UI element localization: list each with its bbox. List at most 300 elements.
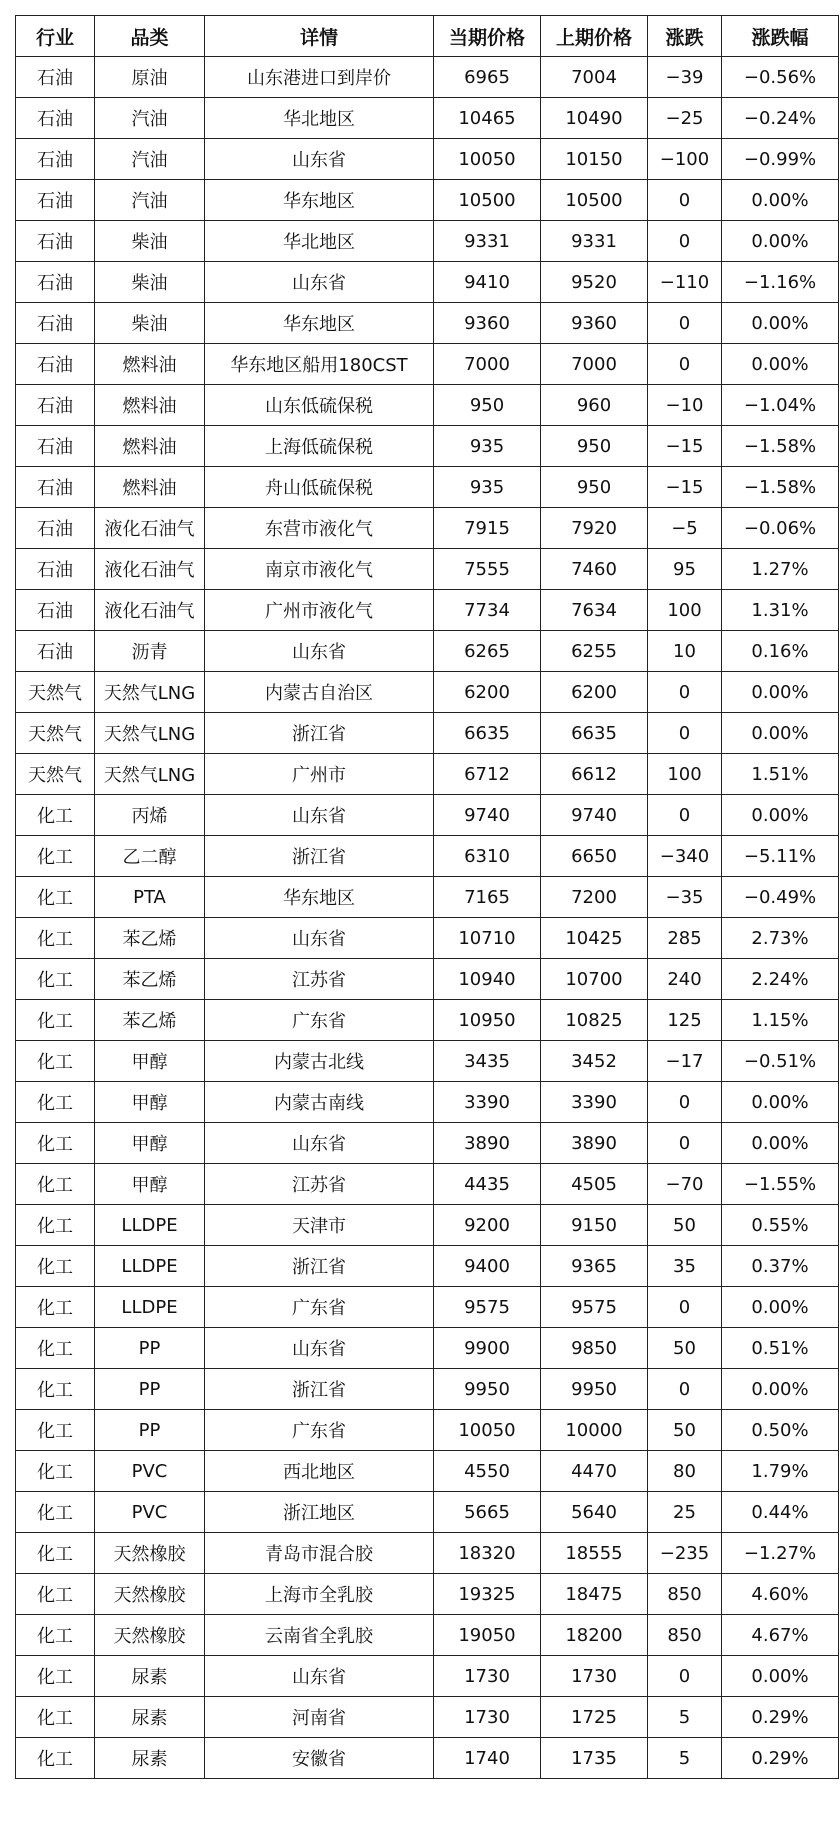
cell-category: 甲醇	[95, 1082, 205, 1123]
cell-change: −15	[648, 426, 722, 467]
cell-detail: 山东省	[205, 139, 434, 180]
cell-detail: 山东省	[205, 631, 434, 672]
cell-previous-price: 3890	[541, 1123, 648, 1164]
cell-change-percent: 0.16%	[722, 631, 839, 672]
cell-detail: 河南省	[205, 1697, 434, 1738]
cell-previous-price: 9365	[541, 1246, 648, 1287]
cell-current-price: 9900	[434, 1328, 541, 1369]
cell-change-percent: 0.55%	[722, 1205, 839, 1246]
cell-current-price: 6265	[434, 631, 541, 672]
table-row	[16, 467, 839, 508]
cell-industry: 石油	[16, 426, 95, 467]
cell-change: −35	[648, 877, 722, 918]
cell-detail: 华东地区	[205, 180, 434, 221]
cell-category: LLDPE	[95, 1246, 205, 1287]
table-row	[16, 836, 839, 877]
cell-category: 天然橡胶	[95, 1533, 205, 1574]
cell-detail: 山东省	[205, 795, 434, 836]
cell-category: 苯乙烯	[95, 918, 205, 959]
cell-category: 乙二醇	[95, 836, 205, 877]
cell-change-percent: 0.44%	[722, 1492, 839, 1533]
cell-category: 柴油	[95, 221, 205, 262]
cell-detail: 山东省	[205, 1656, 434, 1697]
cell-detail: 江苏省	[205, 1164, 434, 1205]
cell-industry: 石油	[16, 590, 95, 631]
cell-change-percent: −0.06%	[722, 508, 839, 549]
table-body	[16, 57, 839, 1779]
cell-current-price: 10500	[434, 180, 541, 221]
cell-detail: 舟山低硫保税	[205, 467, 434, 508]
cell-current-price: 6635	[434, 713, 541, 754]
cell-previous-price: 960	[541, 385, 648, 426]
cell-previous-price: 9331	[541, 221, 648, 262]
cell-change: 100	[648, 590, 722, 631]
cell-change-percent: −1.27%	[722, 1533, 839, 1574]
cell-industry: 石油	[16, 98, 95, 139]
cell-current-price: 950	[434, 385, 541, 426]
cell-industry: 化工	[16, 795, 95, 836]
cell-detail: 华北地区	[205, 98, 434, 139]
cell-category: 原油	[95, 57, 205, 98]
cell-industry: 化工	[16, 836, 95, 877]
table-row	[16, 1410, 839, 1451]
table-header	[16, 16, 839, 57]
cell-change-percent: 0.00%	[722, 1287, 839, 1328]
cell-previous-price: 3390	[541, 1082, 648, 1123]
cell-category: 汽油	[95, 180, 205, 221]
cell-current-price: 7734	[434, 590, 541, 631]
cell-change: 0	[648, 344, 722, 385]
table-row	[16, 139, 839, 180]
cell-category: 甲醇	[95, 1041, 205, 1082]
cell-change-percent: −0.49%	[722, 877, 839, 918]
cell-industry: 化工	[16, 1615, 95, 1656]
cell-previous-price: 7460	[541, 549, 648, 590]
table-row	[16, 795, 839, 836]
table-row	[16, 1082, 839, 1123]
table-container	[15, 15, 839, 1779]
cell-industry: 石油	[16, 57, 95, 98]
cell-previous-price: 3452	[541, 1041, 648, 1082]
cell-change-percent: 0.00%	[722, 1656, 839, 1697]
cell-change-percent: 0.37%	[722, 1246, 839, 1287]
cell-change-percent: 0.29%	[722, 1697, 839, 1738]
cell-change-percent: 0.29%	[722, 1738, 839, 1779]
cell-change: −340	[648, 836, 722, 877]
cell-change: −15	[648, 467, 722, 508]
cell-category: LLDPE	[95, 1205, 205, 1246]
cell-previous-price: 4505	[541, 1164, 648, 1205]
cell-industry: 石油	[16, 549, 95, 590]
cell-industry: 石油	[16, 139, 95, 180]
cell-category: 汽油	[95, 139, 205, 180]
cell-previous-price: 6255	[541, 631, 648, 672]
cell-change: 35	[648, 1246, 722, 1287]
cell-detail: 华东地区	[205, 303, 434, 344]
cell-change-percent: 1.51%	[722, 754, 839, 795]
cell-change: −110	[648, 262, 722, 303]
table-row	[16, 1164, 839, 1205]
cell-change: 0	[648, 795, 722, 836]
cell-industry: 化工	[16, 1082, 95, 1123]
cell-category: 苯乙烯	[95, 1000, 205, 1041]
cell-detail: 内蒙古南线	[205, 1082, 434, 1123]
cell-change: 10	[648, 631, 722, 672]
cell-change-percent: −1.58%	[722, 426, 839, 467]
cell-current-price: 7000	[434, 344, 541, 385]
cell-detail: 安徽省	[205, 1738, 434, 1779]
cell-change-percent: 1.31%	[722, 590, 839, 631]
table-row	[16, 1492, 839, 1533]
cell-category: 液化石油气	[95, 508, 205, 549]
cell-industry: 化工	[16, 1041, 95, 1082]
cell-current-price: 10950	[434, 1000, 541, 1041]
cell-category: 燃料油	[95, 426, 205, 467]
cell-change-percent: −0.51%	[722, 1041, 839, 1082]
cell-current-price: 4550	[434, 1451, 541, 1492]
cell-current-price: 1730	[434, 1697, 541, 1738]
cell-change: −100	[648, 139, 722, 180]
table-row	[16, 590, 839, 631]
cell-detail: 山东省	[205, 918, 434, 959]
cell-change: 0	[648, 180, 722, 221]
cell-change-percent: 0.00%	[722, 713, 839, 754]
cell-change-percent: 4.67%	[722, 1615, 839, 1656]
table-row	[16, 959, 839, 1000]
cell-current-price: 3390	[434, 1082, 541, 1123]
cell-current-price: 9950	[434, 1369, 541, 1410]
cell-industry: 化工	[16, 1164, 95, 1205]
cell-previous-price: 9740	[541, 795, 648, 836]
cell-current-price: 10940	[434, 959, 541, 1000]
cell-detail: 广东省	[205, 1287, 434, 1328]
header-detail: 详情	[205, 16, 434, 57]
cell-current-price: 9575	[434, 1287, 541, 1328]
header-change-percent: 涨跌幅	[722, 16, 839, 57]
cell-category: 甲醇	[95, 1164, 205, 1205]
cell-change-percent: 0.00%	[722, 344, 839, 385]
cell-change: 240	[648, 959, 722, 1000]
cell-detail: 西北地区	[205, 1451, 434, 1492]
cell-change-percent: −0.99%	[722, 139, 839, 180]
table-row	[16, 713, 839, 754]
header-category: 品类	[95, 16, 205, 57]
cell-change-percent: −0.56%	[722, 57, 839, 98]
table-row	[16, 1656, 839, 1697]
cell-change: 0	[648, 713, 722, 754]
cell-change: 0	[648, 303, 722, 344]
cell-detail: 上海低硫保税	[205, 426, 434, 467]
cell-change: 0	[648, 1123, 722, 1164]
cell-current-price: 9331	[434, 221, 541, 262]
cell-previous-price: 6200	[541, 672, 648, 713]
cell-current-price: 3435	[434, 1041, 541, 1082]
cell-current-price: 3890	[434, 1123, 541, 1164]
cell-detail: 浙江省	[205, 1246, 434, 1287]
cell-category: 天然橡胶	[95, 1574, 205, 1615]
table-row	[16, 672, 839, 713]
table-row	[16, 1574, 839, 1615]
cell-category: 柴油	[95, 262, 205, 303]
cell-category: 尿素	[95, 1697, 205, 1738]
cell-current-price: 18320	[434, 1533, 541, 1574]
cell-category: 液化石油气	[95, 590, 205, 631]
cell-change: −39	[648, 57, 722, 98]
cell-detail: 上海市全乳胶	[205, 1574, 434, 1615]
cell-detail: 江苏省	[205, 959, 434, 1000]
cell-category: 汽油	[95, 98, 205, 139]
cell-change-percent: 0.00%	[722, 795, 839, 836]
table-row	[16, 631, 839, 672]
cell-industry: 石油	[16, 467, 95, 508]
cell-change-percent: 0.00%	[722, 1082, 839, 1123]
cell-change: 80	[648, 1451, 722, 1492]
header-change: 涨跌	[648, 16, 722, 57]
cell-change-percent: 0.00%	[722, 303, 839, 344]
cell-category: PP	[95, 1410, 205, 1451]
cell-category: 尿素	[95, 1738, 205, 1779]
table-row	[16, 1287, 839, 1328]
cell-industry: 石油	[16, 221, 95, 262]
cell-industry: 石油	[16, 262, 95, 303]
cell-industry: 化工	[16, 1123, 95, 1164]
cell-category: PVC	[95, 1451, 205, 1492]
cell-detail: 云南省全乳胶	[205, 1615, 434, 1656]
cell-industry: 化工	[16, 918, 95, 959]
cell-industry: 天然气	[16, 713, 95, 754]
cell-change: 0	[648, 1656, 722, 1697]
cell-change-percent: −1.16%	[722, 262, 839, 303]
cell-previous-price: 1730	[541, 1656, 648, 1697]
cell-detail: 华东地区	[205, 877, 434, 918]
cell-change-percent: 1.27%	[722, 549, 839, 590]
cell-change-percent: 0.50%	[722, 1410, 839, 1451]
cell-change: 50	[648, 1410, 722, 1451]
table-row	[16, 918, 839, 959]
table-row	[16, 1205, 839, 1246]
cell-current-price: 19325	[434, 1574, 541, 1615]
cell-change-percent: 0.00%	[722, 180, 839, 221]
cell-category: 天然气LNG	[95, 672, 205, 713]
cell-change-percent: −1.55%	[722, 1164, 839, 1205]
cell-detail: 天津市	[205, 1205, 434, 1246]
cell-previous-price: 1735	[541, 1738, 648, 1779]
header-current-price: 当期价格	[434, 16, 541, 57]
cell-current-price: 9400	[434, 1246, 541, 1287]
cell-industry: 石油	[16, 180, 95, 221]
cell-change-percent: −1.04%	[722, 385, 839, 426]
table-row	[16, 1328, 839, 1369]
cell-previous-price: 10500	[541, 180, 648, 221]
cell-previous-price: 10425	[541, 918, 648, 959]
cell-previous-price: 18200	[541, 1615, 648, 1656]
cell-current-price: 9200	[434, 1205, 541, 1246]
cell-change: −5	[648, 508, 722, 549]
table-row	[16, 303, 839, 344]
cell-change: 850	[648, 1615, 722, 1656]
cell-previous-price: 5640	[541, 1492, 648, 1533]
cell-current-price: 10050	[434, 139, 541, 180]
cell-previous-price: 1725	[541, 1697, 648, 1738]
cell-industry: 化工	[16, 1451, 95, 1492]
cell-previous-price: 10700	[541, 959, 648, 1000]
cell-change-percent: 0.51%	[722, 1328, 839, 1369]
cell-change: 0	[648, 1287, 722, 1328]
cell-previous-price: 7004	[541, 57, 648, 98]
table-row	[16, 262, 839, 303]
cell-change: −25	[648, 98, 722, 139]
header-industry: 行业	[16, 16, 95, 57]
table-row	[16, 344, 839, 385]
table-row	[16, 98, 839, 139]
cell-category: 燃料油	[95, 385, 205, 426]
cell-industry: 化工	[16, 1738, 95, 1779]
cell-change: 0	[648, 1369, 722, 1410]
cell-category: LLDPE	[95, 1287, 205, 1328]
cell-category: 尿素	[95, 1656, 205, 1697]
cell-current-price: 19050	[434, 1615, 541, 1656]
cell-category: 燃料油	[95, 344, 205, 385]
table-row	[16, 57, 839, 98]
cell-current-price: 5665	[434, 1492, 541, 1533]
cell-industry: 化工	[16, 1656, 95, 1697]
cell-previous-price: 18555	[541, 1533, 648, 1574]
table-row	[16, 1738, 839, 1779]
cell-industry: 化工	[16, 1492, 95, 1533]
cell-detail: 东营市液化气	[205, 508, 434, 549]
cell-category: 天然气LNG	[95, 713, 205, 754]
cell-previous-price: 9520	[541, 262, 648, 303]
cell-detail: 南京市液化气	[205, 549, 434, 590]
cell-detail: 浙江省	[205, 713, 434, 754]
cell-change-percent: 0.00%	[722, 672, 839, 713]
table-row	[16, 426, 839, 467]
cell-change-percent: 0.00%	[722, 221, 839, 262]
cell-change-percent: −5.11%	[722, 836, 839, 877]
cell-change: 95	[648, 549, 722, 590]
cell-industry: 化工	[16, 1574, 95, 1615]
cell-current-price: 7915	[434, 508, 541, 549]
cell-current-price: 1740	[434, 1738, 541, 1779]
table-row	[16, 1533, 839, 1574]
cell-previous-price: 10150	[541, 139, 648, 180]
price-table	[15, 15, 839, 1779]
table-row	[16, 180, 839, 221]
cell-industry: 天然气	[16, 754, 95, 795]
cell-previous-price: 7200	[541, 877, 648, 918]
cell-detail: 广州市液化气	[205, 590, 434, 631]
cell-current-price: 9740	[434, 795, 541, 836]
cell-change-percent: −0.24%	[722, 98, 839, 139]
header-previous-price: 上期价格	[541, 16, 648, 57]
cell-industry: 石油	[16, 508, 95, 549]
cell-detail: 内蒙古北线	[205, 1041, 434, 1082]
cell-category: 天然气LNG	[95, 754, 205, 795]
cell-current-price: 935	[434, 426, 541, 467]
cell-industry: 化工	[16, 1000, 95, 1041]
table-row	[16, 1000, 839, 1041]
cell-category: 苯乙烯	[95, 959, 205, 1000]
cell-detail: 青岛市混合胶	[205, 1533, 434, 1574]
cell-current-price: 6310	[434, 836, 541, 877]
cell-change-percent: 2.73%	[722, 918, 839, 959]
cell-current-price: 10465	[434, 98, 541, 139]
cell-current-price: 1730	[434, 1656, 541, 1697]
cell-previous-price: 6612	[541, 754, 648, 795]
cell-current-price: 4435	[434, 1164, 541, 1205]
table-row	[16, 549, 839, 590]
cell-current-price: 6712	[434, 754, 541, 795]
cell-category: PTA	[95, 877, 205, 918]
table-row	[16, 1123, 839, 1164]
cell-category: 沥青	[95, 631, 205, 672]
cell-previous-price: 18475	[541, 1574, 648, 1615]
cell-detail: 广东省	[205, 1000, 434, 1041]
header-row	[16, 16, 839, 57]
cell-current-price: 6200	[434, 672, 541, 713]
cell-change: −17	[648, 1041, 722, 1082]
table-row	[16, 508, 839, 549]
cell-change: 0	[648, 221, 722, 262]
cell-category: 燃料油	[95, 467, 205, 508]
table-row	[16, 1369, 839, 1410]
cell-previous-price: 9950	[541, 1369, 648, 1410]
cell-industry: 天然气	[16, 672, 95, 713]
cell-category: PP	[95, 1369, 205, 1410]
cell-detail: 山东省	[205, 1123, 434, 1164]
cell-detail: 广州市	[205, 754, 434, 795]
cell-category: PVC	[95, 1492, 205, 1533]
cell-current-price: 7165	[434, 877, 541, 918]
cell-category: 柴油	[95, 303, 205, 344]
cell-current-price: 7555	[434, 549, 541, 590]
cell-industry: 化工	[16, 1287, 95, 1328]
cell-industry: 化工	[16, 1246, 95, 1287]
cell-industry: 化工	[16, 877, 95, 918]
cell-previous-price: 7920	[541, 508, 648, 549]
table-row	[16, 1246, 839, 1287]
cell-previous-price: 7000	[541, 344, 648, 385]
cell-change: 125	[648, 1000, 722, 1041]
table-row	[16, 877, 839, 918]
cell-change: 285	[648, 918, 722, 959]
cell-category: 丙烯	[95, 795, 205, 836]
cell-industry: 化工	[16, 1533, 95, 1574]
cell-previous-price: 9150	[541, 1205, 648, 1246]
cell-previous-price: 7634	[541, 590, 648, 631]
cell-industry: 化工	[16, 1328, 95, 1369]
cell-previous-price: 6650	[541, 836, 648, 877]
cell-change: 5	[648, 1697, 722, 1738]
cell-change-percent: 1.15%	[722, 1000, 839, 1041]
cell-category: 天然橡胶	[95, 1615, 205, 1656]
cell-change: 5	[648, 1738, 722, 1779]
cell-current-price: 935	[434, 467, 541, 508]
cell-current-price: 9360	[434, 303, 541, 344]
cell-change-percent: −1.58%	[722, 467, 839, 508]
cell-industry: 石油	[16, 303, 95, 344]
cell-industry: 石油	[16, 385, 95, 426]
cell-detail: 山东低硫保税	[205, 385, 434, 426]
cell-current-price: 9410	[434, 262, 541, 303]
cell-change-percent: 0.00%	[722, 1123, 839, 1164]
cell-change: 100	[648, 754, 722, 795]
cell-industry: 化工	[16, 1369, 95, 1410]
cell-detail: 华北地区	[205, 221, 434, 262]
cell-category: 液化石油气	[95, 549, 205, 590]
table-row	[16, 1697, 839, 1738]
cell-change: 50	[648, 1328, 722, 1369]
